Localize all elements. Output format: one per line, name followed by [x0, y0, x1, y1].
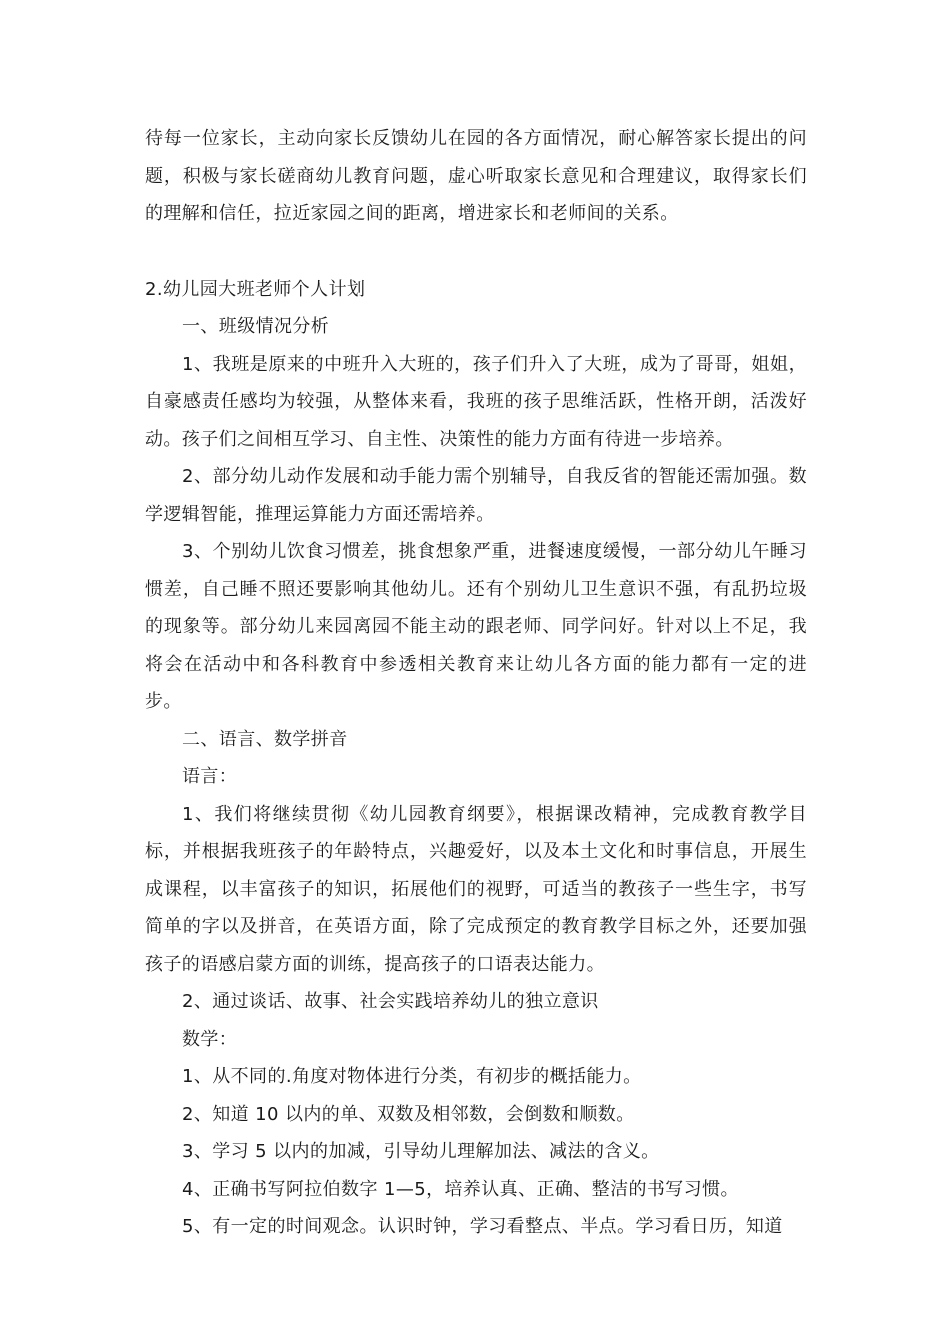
intro-paragraph: 待每一位家长，主动向家长反馈幼儿在园的各方面情况，耐心解答家长提出的问题，积极与家长磋商幼儿教育问题，虚心听取家长意见和合理建议，取得家长们的理解和信任，拉近家园之间的距离，增进家长和老师间的关系。: [145, 128, 807, 224]
heading-class-analysis: 一、班级情况分析: [182, 316, 330, 337]
math-item-4: 4、正确书写阿拉伯数字 1—5，培养认真、正确、整洁的书写习惯。: [182, 1178, 739, 1200]
math-item-1: 1、从不同的.角度对物体进行分类，有初步的概括能力。: [182, 1066, 642, 1087]
analysis-paragraph-3: 3、个别幼儿饮食习惯差，挑食想象严重，进餐速度缓慢，一部分幼儿午睡习惯差，自己睡不照还要影响其他幼儿。还有个别幼儿卫生意识不强，有乱扔垃圾的现象等。部分幼儿来园离园不能主动的跟老师、同学问好。针对以上不足，我将会在活动中和各科教育中参透相关教育来让幼儿各方面的能力都有一定的进步。: [145, 541, 807, 712]
math-label: 数学：: [182, 1028, 238, 1050]
language-item-2: 2、通过谈话、故事、社会实践培养幼儿的独立意识: [182, 991, 599, 1012]
heading-language-math: 二、语言、数学拼音: [182, 728, 348, 750]
math-item-5: 5、有一定的时间观念。认识时钟，学习看整点、半点。学习看日历，知道: [182, 1216, 783, 1237]
language-item-1: 1、我们将继续贯彻《幼儿园教育纲要》，根据课改精神，完成教育教学目标，并根据我班孩子的年龄特点，兴趣爱好，以及本土文化和时事信息，开展生成课程，以丰富孩子的知识，拓展他们的视野，可适当的教孩子一些生字，书写简单的字以及拼音，在英语方面，除了完成预定的教育教学目标之外，还要加强孩子的语感启蒙方面的训练，提高孩子的口语表达能力。: [145, 803, 807, 975]
math-item-2: 2、知道 10 以内的单、双数及相邻数，会倒数和顺数。: [182, 1103, 635, 1125]
language-label: 语言：: [182, 766, 238, 787]
document-body: [145, 120, 807, 1246]
math-item-3: 3、学习 5 以内的加减，引导幼儿理解加法、减法的含义。: [182, 1141, 660, 1162]
section-title: 2.幼儿园大班老师个人计划: [145, 278, 366, 300]
analysis-paragraph-2: 2、部分幼儿动作发展和动手能力需个别辅导，自我反省的智能还需加强。数学逻辑智能，推理运算能力方面还需培养。: [145, 466, 807, 525]
analysis-paragraph-1: 1、我班是原来的中班升入大班的，孩子们升入了大班，成为了哥哥，姐姐，自豪感责任感均为较强，从整体来看，我班的孩子思维活跃，性格开朗，活泼好动。孩子们之间相互学习、自主性、决策性的能力方面有待进一步培养。: [145, 353, 807, 450]
